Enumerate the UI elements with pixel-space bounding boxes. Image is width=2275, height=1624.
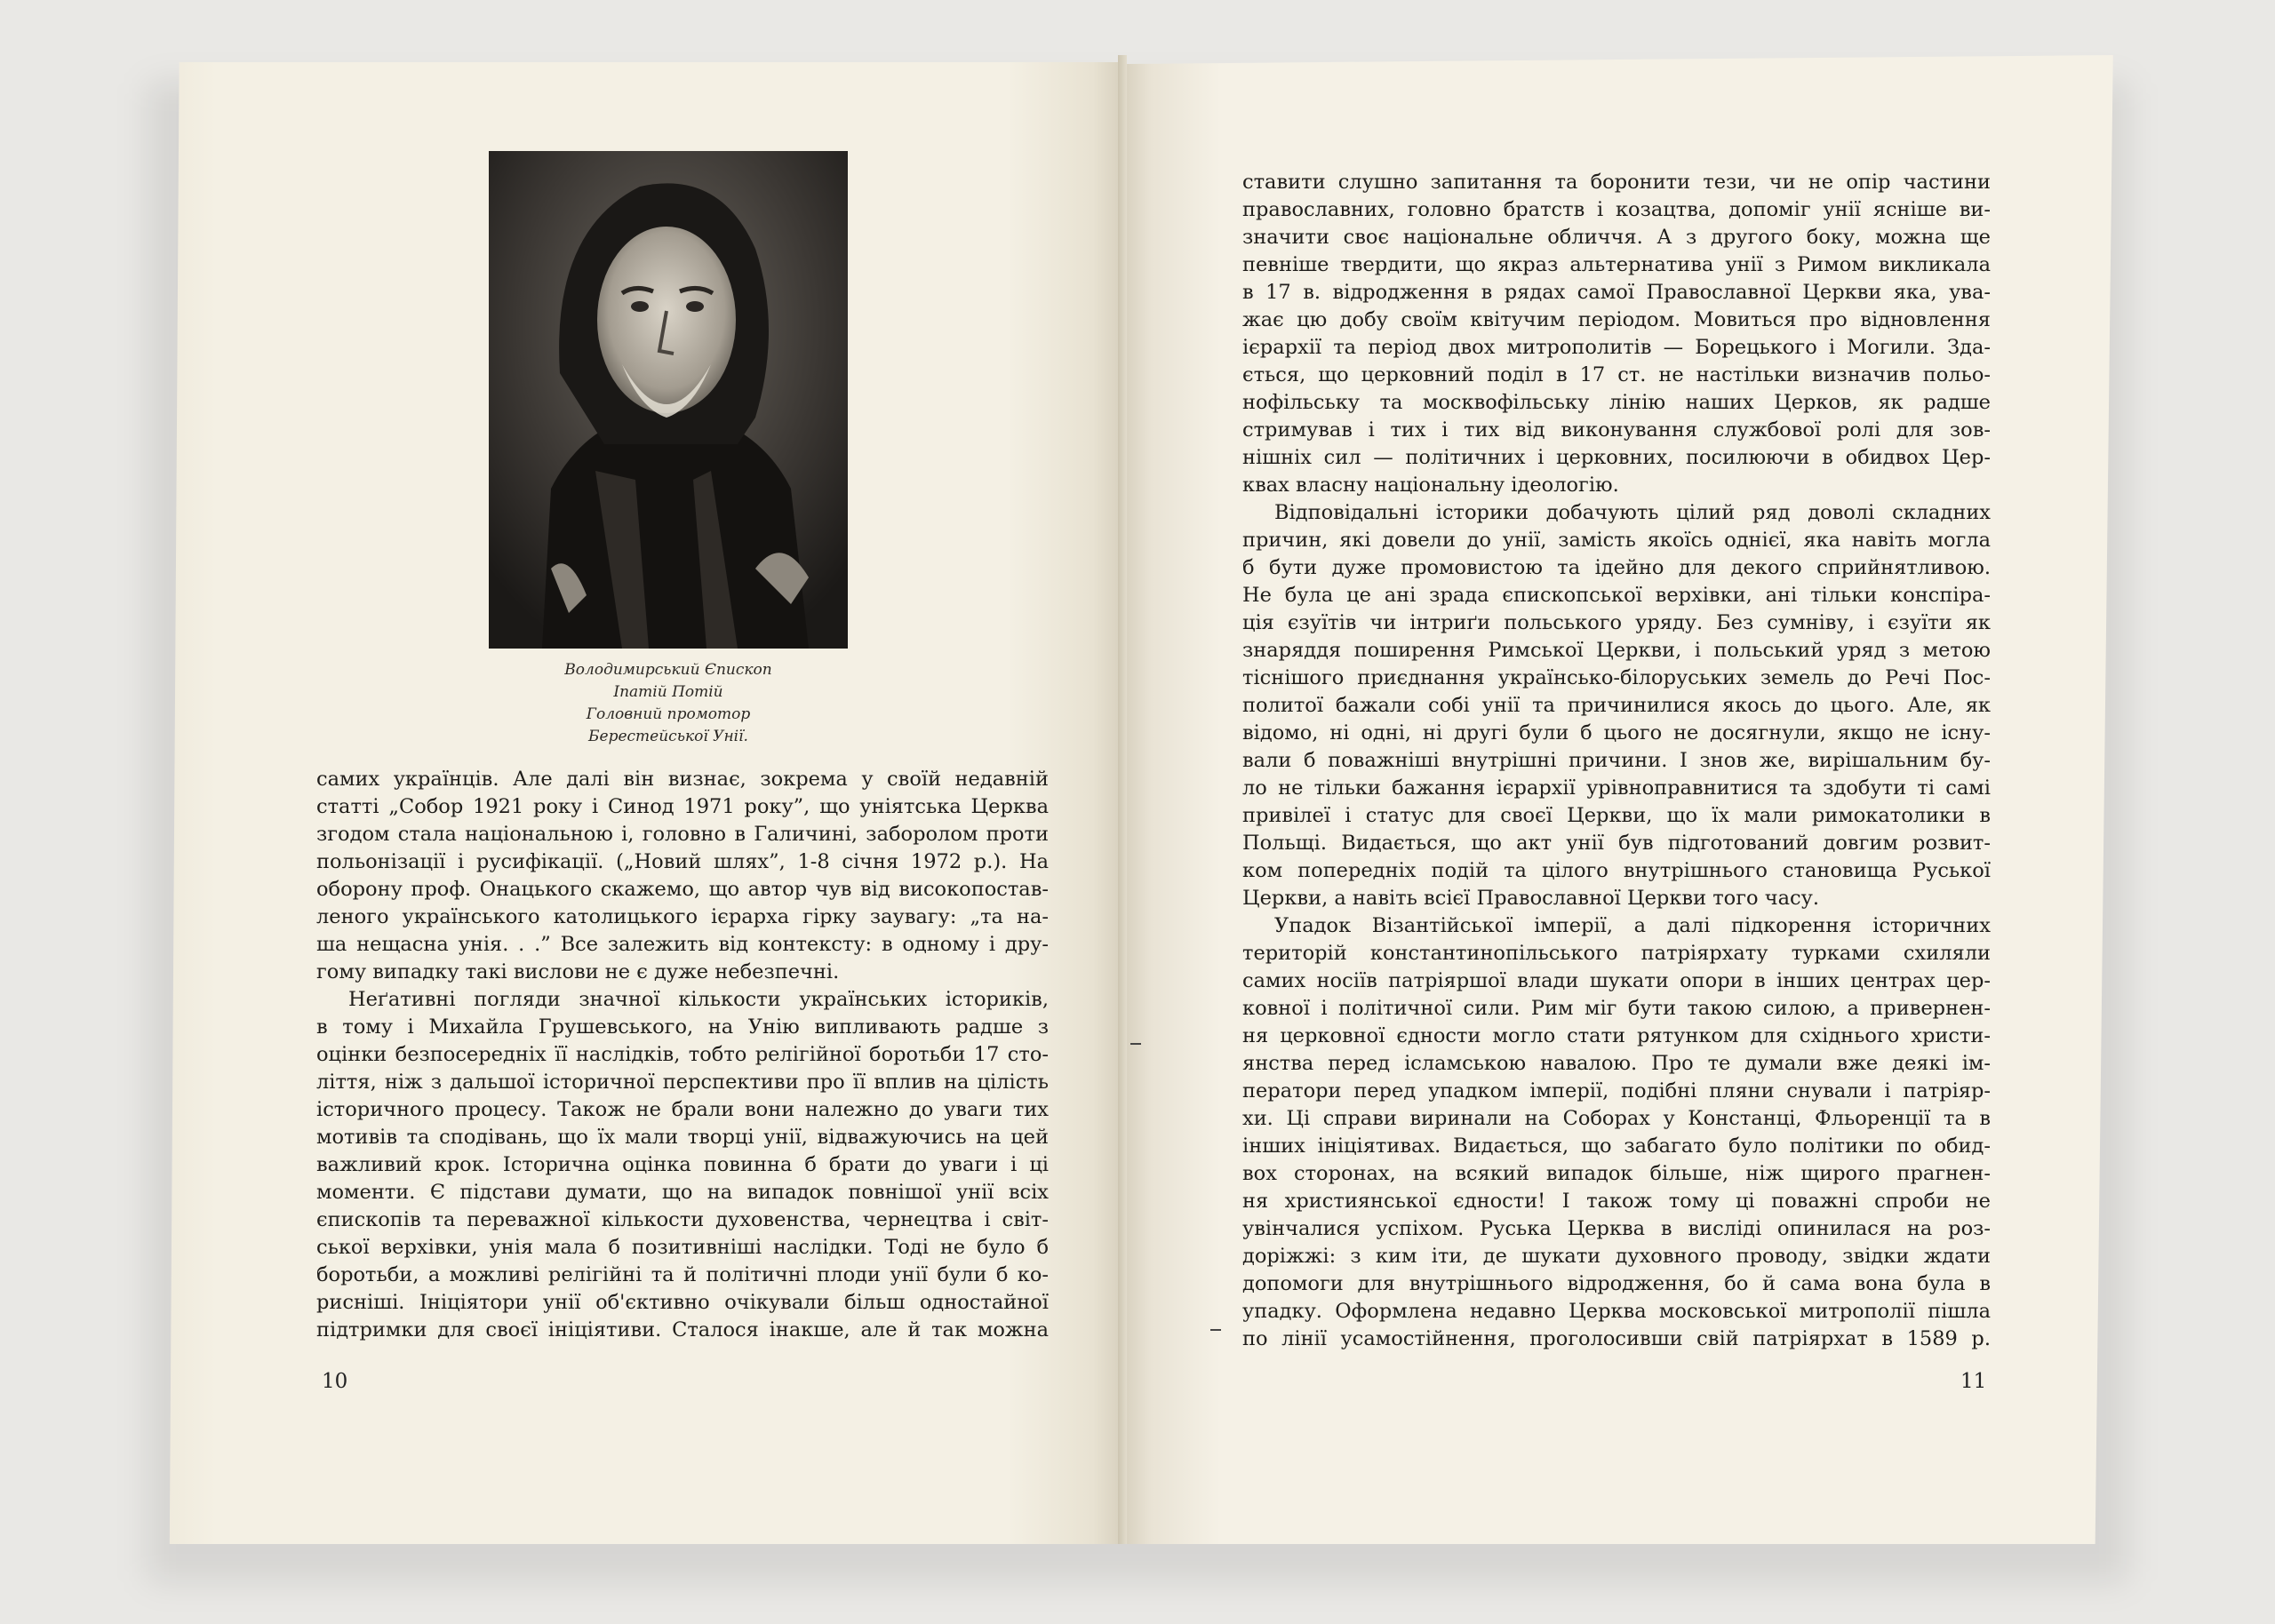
text-line: відомо, ні одні, ні другі були б цього не досягнули, якщо не існу- (1242, 721, 1991, 744)
text-line: ської верхівки, унія мала б позитивніші наслідки. Тоді не було б (316, 1236, 1049, 1259)
text-line: Не була це ані зрада єпископської верхівки, ані тільки конспіра- (1242, 584, 1991, 607)
text-line: значити своє національне обличчя. А з другого боку, можна ще (1242, 226, 1991, 249)
text-line: доріжжі: з ким іти, де шукати духовного проводу, звідки ждати (1242, 1245, 1991, 1268)
text-line: важливий крок. Історична оцінка повинна б брати до уваги і ці (316, 1153, 1049, 1176)
text-line: історичного процесу. Також не брали вони належно до уваги тих (316, 1098, 1049, 1121)
text-line: мотивів та сподівань, що їх мали творці унії, відважуючись на цей (316, 1126, 1049, 1149)
text-line: певніше твердити, що якраз альтернатива унії з Римом викликала (1242, 253, 1991, 276)
portrait-drawing (489, 151, 848, 649)
text-line: Церкви, а навіть всієї Православної Церкви того часу. (1242, 887, 1819, 910)
text-line: православних, головно братств і козацтва, допоміг унії ясніше ви- (1242, 198, 1991, 221)
text-line: ція єзуїтів чи інтриґи польського уряду. Без сумніву, і єзуїти як (1242, 611, 1991, 634)
text-line: єпископів та переважної кількости духовенства, чернецтва і світ- (316, 1208, 1049, 1231)
text-line: територій константинопільського патріярхату турками схиляли (1242, 942, 1991, 965)
caption-line: Берестейської Унії. (588, 728, 748, 745)
text-line: причин, які довели до унії, замість якоїсь однієї, яка навіть могла (1242, 529, 1991, 552)
text-line: упадку. Оформлена недавно Церква московської митрополії пішла (1242, 1300, 1991, 1323)
text-line: квах власну національну ідеологію. (1242, 474, 1619, 497)
text-line: польонізації і русифікації. („Новий шлях”, 1-8 січня 1972 р.). На (316, 850, 1049, 873)
page-number-right: 11 (1960, 1370, 1987, 1393)
portrait-image (489, 151, 848, 649)
text-line: б бути дуже промовистою та ідейно для декого сприйнятливою. (1242, 556, 1991, 579)
text-line: янства перед ісламською навалою. Про те думали вже деякі ім- (1242, 1052, 1991, 1075)
text-line: знаряддя поширення Римської Церкви, і польський уряд з метою (1242, 639, 1991, 662)
text-line: ставити слушно запитання та боронити тези, чи не опір частини (1242, 171, 1991, 194)
text-line: рисніші. Ініціятори унії об'єктивно очікували більш одностайної (316, 1291, 1049, 1314)
text-line: боротьби, а можливі релігійні та й політичні плоди унії були б ко- (316, 1263, 1049, 1286)
text-line: інших ініціятивах. Видається, що забагато було політики по обид- (1242, 1134, 1991, 1158)
text-line: вали б поважніші внутрішні причини. І знов же, вирішальним бу- (1242, 749, 1991, 772)
text-line: ператори перед упадком імперії, подібні пляни снували і патріяр- (1242, 1079, 1991, 1103)
text-line: гому випадку такі вислови не є дуже небезпечні. (316, 960, 840, 983)
text-line: ється, що церковний поділ в 17 ст. не настільки визначив польо- (1242, 363, 1991, 386)
text-line: вох сторонах, на всякий випадок більше, ніж щирого прагнен- (1242, 1162, 1991, 1185)
margin-mark (1210, 1329, 1221, 1331)
text-line: Упадок Візантійської імперії, а далі підкорення історичних (1274, 914, 1991, 937)
text-line: привілеї і статус для своєї Церкви, що їх мали римокатолики в (1242, 804, 1991, 827)
text-line: в тому і Михайла Грушевського, на Унію випливають радше з (316, 1015, 1049, 1039)
text-line: по лінії усамостійнення, проголосивши свій патріярхат в 1589 р. (1242, 1327, 1991, 1350)
text-line: ня церковної єдности могло стати рятунком для східнього христи- (1242, 1024, 1991, 1047)
text-line: нішніх сил — політичних і церковних, посилюючи в обидвох Цер- (1242, 446, 1991, 469)
text-line: оцінки безпосередніх її наслідків, тобто релігійної боротьби 17 сто- (316, 1043, 1049, 1066)
caption-line: Володимирський Єпископ (564, 661, 772, 679)
book-gutter (1118, 55, 1127, 1544)
margin-mark (1130, 1043, 1141, 1045)
text-line: самих носіїв патріяршої влади шукати опори в інших центрах цер- (1242, 969, 1991, 992)
text-line: Польщі. Видається, що акт унії був підготований довгим розвит- (1242, 832, 1991, 855)
text-line: згодом стала національною і, головно в Галичині, заборолом проти (316, 823, 1049, 846)
text-line: хи. Ці справи виринали на Соборах у Констанці, Фльоренції та в (1242, 1107, 1991, 1130)
right-page-text (1242, 169, 1991, 1353)
text-line: допомоги для внутрішнього відродження, бо й сама вона була в (1242, 1272, 1991, 1295)
text-line: нофільську та москвофільську лінію наших Церков, як радше (1242, 391, 1991, 414)
text-line: ша нещасна унія. . .” Все залежить від контексту: в одному і дру- (316, 933, 1049, 956)
text-line: увінчалися успіхом. Руська Церква в висліді опинилася на роз- (1242, 1217, 1991, 1240)
text-line: стримував і тих і тих від виконування службової ролі для зов- (1242, 418, 1991, 442)
text-line: политої бажали собі унії та причинилися якось до цього. Але, як (1242, 694, 1991, 717)
portrait-caption (498, 659, 839, 748)
text-line: жає цю добу своїм квітучим періодом. Мовиться про відновлення (1242, 308, 1991, 331)
text-line: леного українського католицького ієрарха гірку заувагу: „та на- (316, 905, 1049, 928)
text-line: Неґативні погляди значної кількости українських істориків, (348, 988, 1049, 1011)
text-line: моменти. Є підстави думати, що на випадок повнішої унії всіх (316, 1181, 1049, 1204)
text-line: підтримки для своєї ініціятиви. Сталося інакше, але й так можна (316, 1318, 1049, 1341)
text-line: ком попередніх подій та цілого внутрішнього становища Руської (1242, 859, 1991, 882)
text-line: статті „Собор 1921 року і Синод 1971 року”, що уніятська Церква (316, 795, 1049, 818)
text-line: ієрархії та період двох митрополитів — Борецького і Могили. Зда- (1242, 336, 1991, 359)
text-line: ковної і політичної сили. Рим міг бути такою силою, а привернен- (1242, 997, 1991, 1020)
text-line: оборону проф. Онацького скажемо, що автор чув від високопостав- (316, 878, 1049, 901)
text-line: в 17 в. відродження в рядах самої Православної Церкви яка, ува- (1242, 281, 1991, 304)
text-line: Відповідальні історики добачують цілий ряд доволі складних (1274, 501, 1991, 524)
text-line: самих українців. Але далі він визнає, зокрема у своїй недавній (316, 768, 1049, 791)
text-line: ліття, ніж з дальшої історичної перспективи про її вплив на цілість (316, 1071, 1049, 1094)
text-line: ло не тільки бажання ієрархії урівноправнитися та здобути ті самі (1242, 776, 1991, 800)
text-line: ня християнської єдности! І також тому ці поважні спроби не (1242, 1190, 1991, 1213)
page-number-left: 10 (322, 1370, 348, 1393)
text-line: тіснішого приєднання українсько-білоруських земель до Речі Пос- (1242, 666, 1991, 689)
caption-line: Головний промотор (586, 705, 751, 723)
caption-line: Іпатій Потій (613, 683, 723, 701)
left-page-text (316, 766, 1049, 1344)
